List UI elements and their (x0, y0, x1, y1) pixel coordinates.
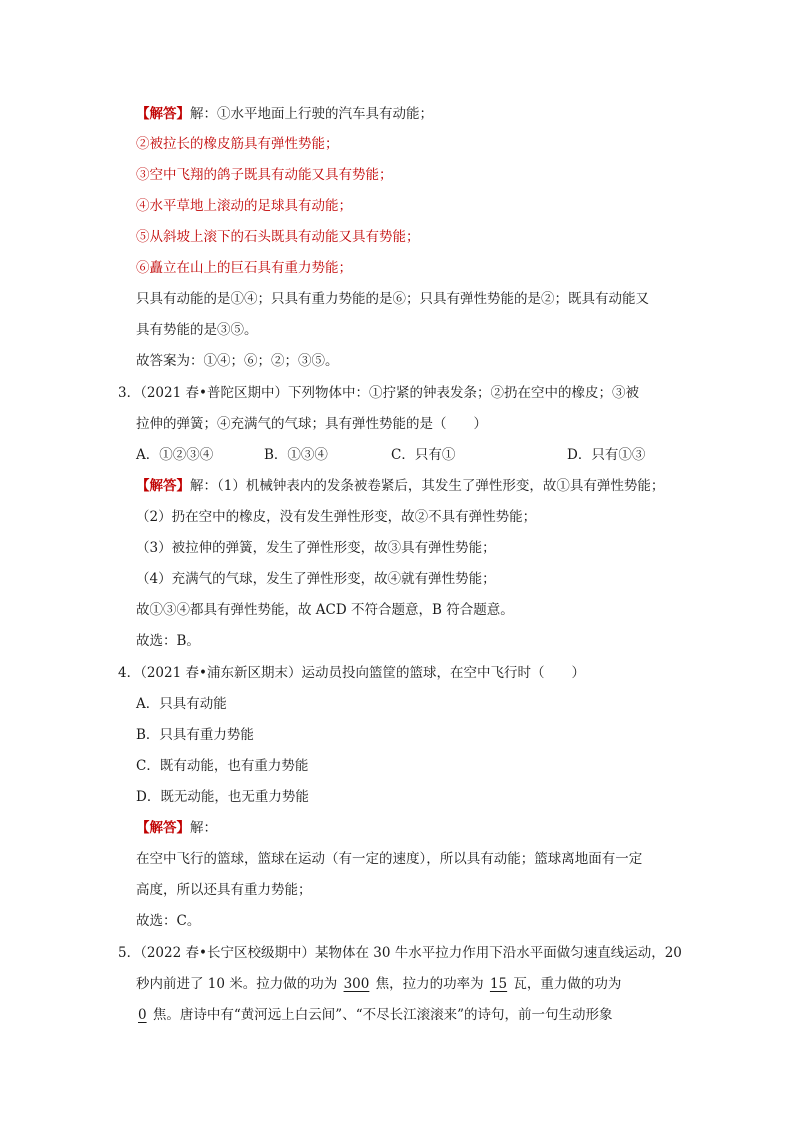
q3-stem-line-1: 3．（2021 春•普陀区期中）下列物体中：①拧紧的钟表发条；②扔在空中的橡皮；③被 (118, 385, 639, 401)
q2-answer-line-1: 【解答】解：①水平地面上行驶的汽车具有动能； (136, 106, 433, 122)
q2-final-answer: 故答案为：①④；⑥；②；③⑤。 (136, 353, 339, 369)
q5-blank-gravity-work: 0 (138, 1007, 147, 1023)
q2-answer-line-4: ④水平草地上滚动的足球具有动能； (136, 198, 352, 214)
q3-answer-line-4: （4）充满气的气球，发生了弹性形变，故④就有弹性势能； (136, 571, 496, 587)
q2-answer-line-3: ③空中飞翔的鸽子既具有动能又具有势能； (136, 167, 393, 183)
q3-answer-line-2: （2）扔在空中的橡皮，没有发生弹性形变，故②不具有弹性势能； (136, 509, 537, 525)
q4-option-d: D．既无动能，也无重力势能 (136, 789, 309, 805)
q4-explanation-line-1: 在空中飞行的篮球，篮球在运动（有一定的速度），所以具有动能；篮球离地面有一定 (136, 851, 643, 867)
q4-answer-line: 【解答】解： (136, 820, 217, 836)
q3-options-row (136, 445, 656, 465)
q3-answer-tag: 【解答】 (136, 478, 190, 494)
q3-option-c: C．只有① (391, 447, 456, 463)
q4-option-a: A．只具有动能 (136, 696, 227, 712)
q2-answer-line-2: ②被拉长的橡皮筋具有弹性势能； (136, 136, 339, 152)
q5-line-3: 0 焦。唐诗中有“黄河远上白云间”、“不尽长江滚滚来”的诗句，前一句生动形象 (138, 1007, 613, 1023)
q4-option-b: B．只具有重力势能 (136, 727, 254, 743)
q5-blank-power: 15 (489, 976, 508, 992)
q3-option-b: B．①③④ (264, 447, 328, 463)
q3-option-a: A．①②③④ (136, 447, 214, 463)
q4-option-c: C．既有动能，也有重力势能 (136, 758, 309, 774)
q4-answer-tag: 【解答】 (136, 820, 190, 836)
q5-line-1: 5．（2022 春•长宁区校级期中）某物体在 30 牛水平拉力作用下沿水平面做匀速直线运动，20 (118, 945, 682, 961)
q2-summary-line-1: 只具有动能的是①④；只具有重力势能的是⑥；只具有弹性势能的是②；既具有动能又 (136, 291, 649, 307)
q4-final-answer: 故选：C。 (136, 913, 201, 929)
q3-conclusion: 故①③④都具有弹性势能，故 ACD 不符合题意，B 符合题意。 (136, 602, 514, 618)
q5-blank-work: 300 (343, 976, 370, 992)
q3-final-answer: 故选：B。 (136, 633, 200, 649)
q3-answer-line-1: 【解答】解：（1）机械钟表内的发条被卷紧后，其发生了弹性形变，故①具有弹性势能； (136, 478, 665, 494)
q2-summary-line-2: 具有势能的是③⑤。 (136, 322, 258, 338)
q3-option-d: D．只有①③ (567, 447, 646, 463)
q2-answer-line-6: ⑥矗立在山上的巨石具有重力势能； (136, 260, 352, 276)
q4-stem: 4．（2021 春•浦东新区期末）运动员投向篮筐的篮球，在空中飞行时（ ） (118, 665, 585, 681)
q3-stem-line-2: 拉伸的弹簧；④充满气的气球；具有弹性势能的是（ ） (136, 416, 487, 432)
q2-answer-line-5: ⑤从斜坡上滚下的石头既具有动能又具有势能； (136, 229, 420, 245)
q4-explanation-line-2: 高度，所以还具有重力势能； (136, 882, 312, 898)
q5-line-2: 秒内前进了 10 米。拉力做的功为 300 焦，拉力的功率为 15 瓦，重力做的功为 (136, 976, 622, 992)
q2-answer-tag: 【解答】 (136, 106, 190, 122)
q3-answer-line-3: （3）被拉伸的弹簧，发生了弹性形变，故③具有弹性势能； (136, 540, 496, 556)
